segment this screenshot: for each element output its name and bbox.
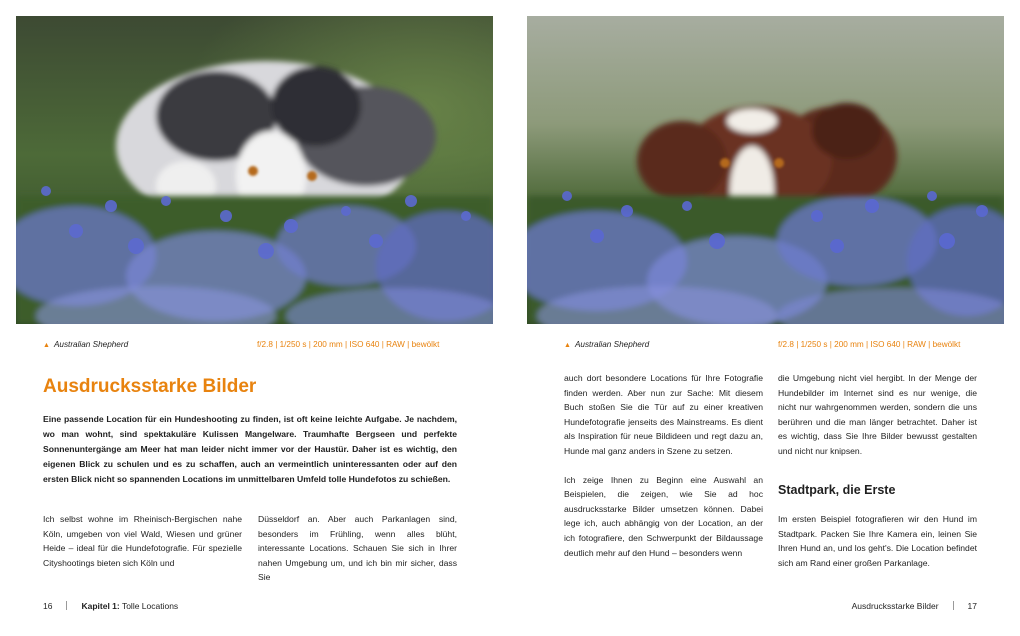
- footer-divider: [66, 601, 67, 610]
- footer-divider: [953, 601, 954, 610]
- body-column-2: [258, 512, 457, 585]
- body-paragraph: Düsseldorf an. Aber auch Parkanlagen sind, besonders im Frühling, wenn alles blüht, interessante Locations. Schauen Sie sich in Ihrer nahen Umgebung um, und ich bin mir sicher, dass Sie: [258, 514, 457, 583]
- page-number: 17: [967, 601, 977, 611]
- photo-australian-shepherd-red: [527, 16, 1004, 324]
- body-column-4: [778, 371, 977, 459]
- intro-paragraph: Eine passende Location für ein Hundeshooting zu finden, ist oft keine leichte Aufgabe. Je nachdem, wo man wohnt, sind spektakuläre Kulissen Mangelware. Traumhafte Bergseen und perfekte Sonnenuntergänge am Meer hat man leider nicht immer vor der Haustür. Daher ist es wichtig, den eigenen Blick zu schulen und es zu schaffen, auch an vermeintlich uninteressanten oder auf den ersten Blick nicht so spannenden Locations im unmittelbaren Umfeld tolle Hundefotos zu schießen.: [43, 414, 457, 485]
- photo-australian-shepherd-merle: [16, 16, 493, 324]
- triangle-up-icon: ▲: [43, 342, 50, 349]
- body-paragraph: auch dort besondere Locations für Ihre Fotografie finden werden. Aber nun zur Sache: Mit diesem Buch stoßen Sie die Tür auf zu einer kreativen Hundefotografie jenseits des Mainstreams. Es dient als Inspiration für neue Bildideen und regt dazu an, Hunde mal ganz anders in Szene zu setzen.: [564, 373, 763, 456]
- body-paragraph: Im ersten Beispiel fotografieren wir den Hund im Stadtpark. Packen Sie Ihre Kamera ein, leinen Sie Ihren Hund an, und los geht's. Die Location befindet sich am Rand einer großen Parkanlage.: [778, 514, 977, 568]
- body-column-3: [564, 371, 763, 560]
- body-column-5: [778, 512, 977, 570]
- running-title: Ausdrucksstarke Bilder: [851, 601, 939, 611]
- photo-caption-right: [564, 339, 964, 351]
- footer-right: [852, 601, 977, 612]
- body-paragraph: Ich selbst wohne im Rheinisch-Bergischen nahe Köln, umgeben von viel Wald, Wiesen und grüner Heide – ideal für die Hundefotografie. Für spezielle Cityshootings bieten sich Köln und: [43, 514, 242, 568]
- dog-photo-red: [527, 16, 1004, 324]
- dog-photo-merle: [16, 16, 493, 324]
- caption-camera-settings: f/2.8 | 1/250 s | 200 mm | ISO 640 | RAW | bewölkt: [257, 340, 440, 349]
- body-paragraph: Ich zeige Ihnen zu Beginn eine Auswahl an Beispielen, die zeigen, wie Sie ad hoc ausdrucksstarke Bilder umsetzen können. Dabei lege ich, auch abhängig von der Location, an der ich fotografiere, den Schwerpunkt der Bildaussage deutlich mehr auf den Hund – besonders wenn: [564, 474, 763, 558]
- caption-camera-settings: f/2.8 | 1/250 s | 200 mm | ISO 640 | RAW | bewölkt: [778, 340, 961, 349]
- footer-left: [43, 601, 178, 612]
- section-heading: Ausdrucksstarke Bilder: [43, 376, 257, 397]
- triangle-up-icon: ▲: [564, 342, 571, 349]
- subsection-heading: Stadtpark, die Erste: [778, 483, 896, 497]
- caption-title: Australian Shepherd: [53, 340, 129, 349]
- caption-title: Australian Shepherd: [574, 340, 650, 349]
- chapter-title: Tolle Locations: [121, 601, 179, 611]
- photo-caption-left: [43, 339, 443, 351]
- body-paragraph: die Umgebung nicht viel hergibt. In der Menge der Hundebilder im Internet sind es nur wenige, die nicht nur wahrgenommen werden, sondern die uns berühren und die man länger betrachtet. Daher ist es wichtig, dass Sie Ihre Bilder bewusst gestalten und nicht nur knipsen.: [778, 373, 977, 456]
- page-number: 16: [43, 601, 53, 611]
- body-column-1: [43, 512, 242, 570]
- chapter-label: Kapitel 1:: [81, 601, 120, 611]
